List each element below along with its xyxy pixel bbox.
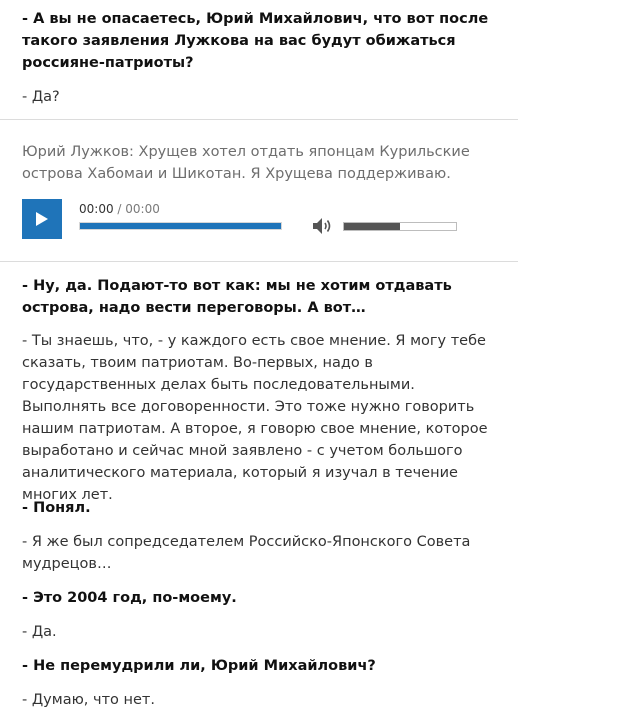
interview-block-5: [22, 655, 497, 711]
speaker-icon: [312, 217, 334, 235]
divider: [0, 261, 518, 262]
question-text: - А вы не опасаетесь, Юрий Михайлович, что вот после такого заявления Лужкова на вас будут обижаться россияне-патриоты?: [22, 11, 489, 71]
question-text: - Не перемудрили ли, Юрий Михайлович?: [22, 658, 376, 674]
current-time: 00:00: [79, 202, 114, 216]
answer-text: - Ты знаешь, что, - у каждого есть свое мнение. Я могу тебе сказать, твоим патриотам. Во-первых, надо в государственных делах быть последовательными. Выполнять все договоренности. Это тоже нужно говорить нашим патриотам. А второе, я говорю свое мнение, которое выработано и сейчас мной заявлено - с учетом большого аналитического материала, который я изучал в течение многих лет.: [22, 333, 488, 503]
answer-text: - Я же был сопредседателем Российско-Японского Совета мудрецов…: [22, 534, 471, 572]
divider: [0, 119, 518, 120]
interview-block-4: [22, 587, 497, 643]
play-button[interactable]: [22, 199, 62, 239]
volume-slider[interactable]: [343, 222, 457, 231]
time-display: [79, 202, 160, 216]
question-text: - Это 2004 год, по-моему.: [22, 590, 237, 606]
progress-bar[interactable]: [79, 222, 282, 230]
time-separator: /: [113, 202, 126, 216]
interview-block-3: [22, 497, 497, 575]
answer-text: - Да.: [22, 624, 57, 640]
duration: 00:00: [125, 202, 160, 216]
volume-button[interactable]: [312, 217, 334, 239]
audio-caption-wrap: [22, 141, 482, 185]
question-text: - Понял.: [22, 500, 91, 516]
answer-text: - Да?: [22, 89, 60, 105]
progress-fill: [80, 223, 281, 229]
answer-text: - Думаю, что нет.: [22, 692, 155, 708]
interview-block-1: [22, 8, 492, 108]
interview-block-2: [22, 275, 497, 506]
volume-fill: [344, 223, 400, 230]
audio-caption: Юрий Лужков: Хрущев хотел отдать японцам Курильские острова Хабомаи и Шикотан. Я Хрущева поддерживаю.: [22, 144, 470, 182]
audio-player: [22, 199, 462, 239]
play-icon: [36, 212, 48, 226]
question-text: - Ну, да. Подают-то вот как: мы не хотим отдавать острова, надо вести переговоры. А вот…: [22, 278, 452, 316]
